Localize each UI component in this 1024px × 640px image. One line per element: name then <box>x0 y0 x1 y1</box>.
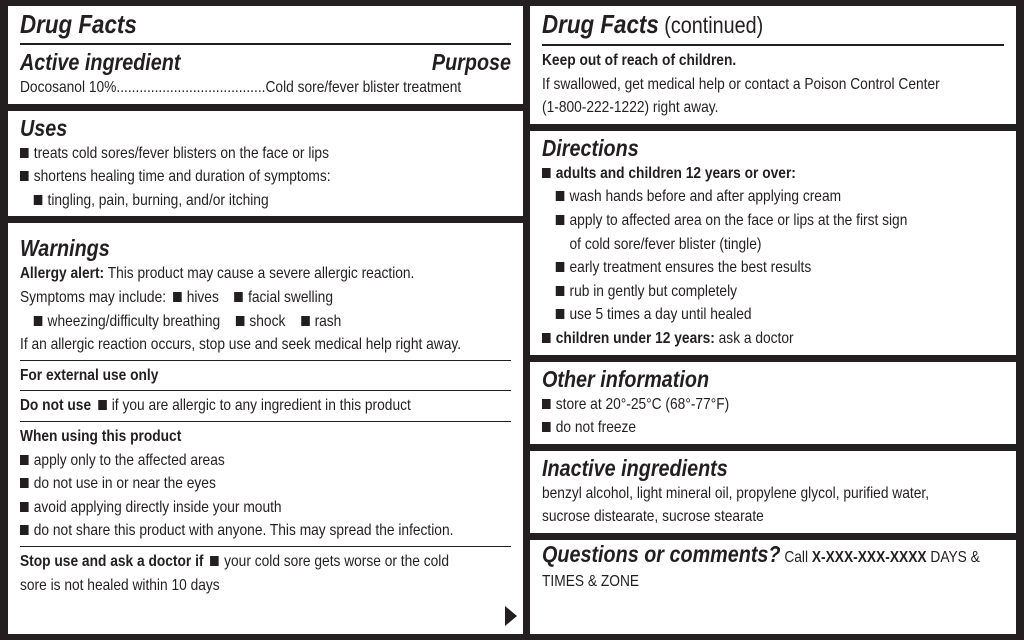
keep-out-panel <box>530 6 1016 124</box>
when-using-item: avoid applying directly inside your mouth <box>20 496 442 520</box>
uses-panel <box>8 111 523 217</box>
uses-heading: Uses <box>20 114 68 141</box>
purpose-heading: Purpose <box>431 49 511 75</box>
warnings-heading: Warnings <box>20 235 110 262</box>
questions-panel <box>530 540 1016 634</box>
bullet-square-icon <box>20 148 29 158</box>
keep-out-heading: Keep out of reach of children. <box>542 52 737 69</box>
allergy-action-line: If an allergic reaction occurs, stop use and seek medical help right away. <box>20 336 462 354</box>
keep-out-text-2: (1-800-222-1222) right away. <box>542 99 719 117</box>
adults-heading: adults and children 12 years or over: <box>542 162 939 186</box>
directions-item: early treatment ensures the best results <box>542 256 939 280</box>
bullet-square-icon <box>556 262 565 272</box>
bullet-square-icon <box>542 399 551 409</box>
inactive-ingredients-text: benzyl alcohol, light mineral oil, propylene glycol, purified water, <box>542 484 930 502</box>
do-not-use-line: Do not use if you are allergic to any ingredient in this product <box>20 397 411 415</box>
title-rule <box>20 43 511 45</box>
section-rule <box>20 421 511 422</box>
other-information-panel <box>530 362 1016 444</box>
uses-subitem: tingling, pain, burning, and/or itching <box>20 189 442 213</box>
uses-item: shortens healing time and duration of symptoms: <box>20 165 442 189</box>
when-using-item: apply only to the affected areas <box>20 449 442 473</box>
other-information-item: store at 20°-25°C (68°-77°F) <box>542 393 939 417</box>
bullet-square-icon <box>20 171 29 181</box>
directions-item: rub in gently but completely <box>542 280 939 304</box>
bullet-square-icon <box>542 333 551 343</box>
inactive-ingredients-heading: Inactive ingredients <box>542 454 728 481</box>
keep-out-text: If swallowed, get medical help or contact a Poison Control Center <box>542 75 940 93</box>
other-information-heading: Other information <box>542 365 710 392</box>
directions-item-continued: of cold sore/fever blister (tingle) <box>569 235 762 253</box>
bullet-square-icon <box>236 316 245 326</box>
bullet-square-icon <box>20 525 29 535</box>
continued-arrow-icon <box>505 606 517 626</box>
bullet-square-icon <box>98 400 107 410</box>
bullet-square-icon <box>542 168 551 178</box>
questions-line-2: TIMES & ZONE <box>542 572 640 590</box>
directions-heading: Directions <box>542 134 639 161</box>
bullet-square-icon <box>173 292 182 302</box>
other-information-item: do not freeze <box>542 416 939 440</box>
inactive-ingredients-panel <box>530 451 1016 533</box>
drug-facts-title: Drug Facts <box>20 9 137 39</box>
directions-panel <box>530 131 1016 355</box>
directions-item: use 5 times a day until healed <box>542 303 939 327</box>
section-rule <box>20 546 511 547</box>
symptoms-line: Symptoms may include: hives facial swelling <box>20 288 333 306</box>
bullet-square-icon <box>20 502 29 512</box>
drug-facts-left-column <box>8 6 523 634</box>
symptoms-line-2: wheezing/difficulty breathing shock rash <box>20 310 442 334</box>
active-ingredient-heading: Active ingredient <box>20 49 181 75</box>
warnings-panel <box>8 223 523 634</box>
section-rule <box>20 360 511 361</box>
directions-item: wash hands before and after applying cream <box>542 185 939 209</box>
when-using-heading: When using this product <box>20 427 182 445</box>
allergy-alert-line: Allergy alert: This product may cause a severe allergic reaction. <box>20 265 415 283</box>
external-use-line: For external use only <box>20 366 159 384</box>
when-using-item: do not share this product with anyone. This may spread the infection. <box>20 519 442 543</box>
bullet-square-icon <box>20 478 29 488</box>
bullet-square-icon <box>34 316 43 326</box>
stop-use-line: Stop use and ask a doctor if your cold sore gets worse or the cold <box>20 552 450 570</box>
bullet-square-icon <box>34 195 43 205</box>
drug-facts-continued-title: Drug Facts (continued) <box>542 9 764 39</box>
active-ingredient-line: Docosanol 10%.......................................Cold sore/fever blister treatment <box>20 79 462 96</box>
inactive-ingredients-text-2: sucrose distearate, sucrose stearate <box>542 508 764 526</box>
uses-item: treats cold sores/fever blisters on the face or lips <box>20 142 442 166</box>
directions-item: apply to affected area on the face or lips at the first sign <box>542 209 939 233</box>
bullet-square-icon <box>556 286 565 296</box>
questions-line: Questions or comments? Call X-XXX-XXX-XXXX DAYS & <box>542 540 980 567</box>
section-rule <box>20 390 511 391</box>
active-ingredient-panel <box>8 6 523 104</box>
bullet-square-icon <box>234 292 243 302</box>
stop-use-line-2: sore is not healed within 10 days <box>20 576 220 594</box>
bullet-square-icon <box>542 422 551 432</box>
active-ingredient-header-row <box>20 48 511 76</box>
title-rule <box>542 44 1004 46</box>
bullet-square-icon <box>301 316 310 326</box>
bullet-square-icon <box>556 191 565 201</box>
bullet-square-icon <box>556 309 565 319</box>
bullet-square-icon <box>556 215 565 225</box>
children-line: children under 12 years: ask a doctor <box>542 327 939 351</box>
drug-facts-right-column <box>530 6 1016 634</box>
bullet-square-icon <box>20 455 29 465</box>
when-using-item: do not use in or near the eyes <box>20 472 442 496</box>
bullet-square-icon <box>210 556 219 566</box>
